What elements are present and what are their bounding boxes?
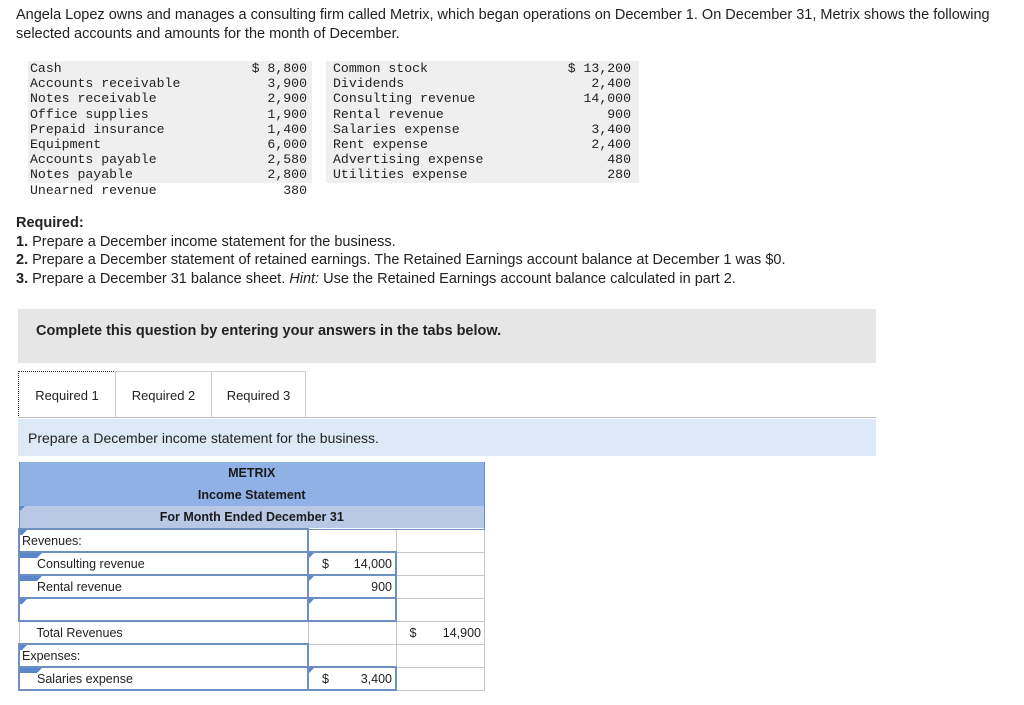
- input-marker-icon: [20, 645, 27, 650]
- account-amount: 2,400: [591, 76, 631, 92]
- input-marker-icon: [20, 506, 25, 511]
- account-row: [28, 91, 639, 106]
- account-name: Consulting revenue: [333, 91, 476, 107]
- account-amount: 480: [607, 152, 631, 168]
- account-amount: 3,900: [267, 76, 307, 92]
- input-marker-icon: [20, 530, 27, 535]
- account-amount: 900: [607, 106, 631, 122]
- account-amount: 380: [283, 182, 307, 198]
- table-row: [19, 667, 485, 690]
- rental-revenue-label-cell[interactable]: Rental revenue: [19, 575, 308, 598]
- input-marker-icon: [309, 599, 314, 604]
- required-item-3: 3. Prepare a December 31 balance sheet. Hint: Use the Retained Earnings account balance calculated in part 2.: [16, 270, 736, 287]
- account-amount: 1,400: [267, 121, 307, 137]
- account-row: [28, 167, 639, 182]
- rental-revenue-amount[interactable]: 900: [308, 575, 396, 598]
- account-name: Prepaid insurance: [30, 121, 165, 137]
- account-amount: 6,000: [267, 136, 307, 152]
- salaries-expense-amount[interactable]: $ 3,400: [308, 667, 396, 690]
- panel-text: Complete this question by entering your answers in the tabs below.: [36, 323, 502, 339]
- account-amount: 1,900: [267, 106, 307, 122]
- tab-bar: [18, 371, 876, 418]
- statement-period[interactable]: For Month Ended December 31: [19, 506, 485, 529]
- account-name: Salaries expense: [333, 121, 460, 137]
- account-name: Equipment: [30, 136, 102, 152]
- input-marker-icon: [20, 668, 42, 673]
- tab-divider: [18, 417, 876, 418]
- table-row: [19, 644, 485, 667]
- required-item-2: 2. Prepare a December statement of retained earnings. The Retained Earnings account balance at December 1 was $0.: [16, 252, 786, 268]
- account-name: Advertising expense: [333, 152, 484, 168]
- account-name: Utilities expense: [333, 167, 468, 183]
- income-statement-table: [18, 462, 485, 691]
- account-amount: 2,900: [267, 91, 307, 107]
- account-name: Office supplies: [30, 106, 149, 122]
- account-name: Accounts payable: [30, 152, 157, 168]
- revenues-label-cell[interactable]: Revenues:: [19, 529, 308, 552]
- account-amount: $ 8,800: [251, 61, 307, 76]
- account-row: [28, 107, 639, 122]
- account-row: [28, 137, 639, 152]
- accounts-list: [28, 61, 639, 198]
- account-amount: 2,400: [591, 136, 631, 152]
- account-name: Dividends: [333, 76, 405, 92]
- account-row: [28, 183, 639, 198]
- account-amount: 280: [607, 167, 631, 183]
- account-amount: 2,800: [267, 167, 307, 183]
- problem-intro: Angela Lopez owns and manages a consulting firm called Metrix, which began operations on December 1. On December 31, Metrix shows the following selected accounts and amounts for the month of December.: [16, 7, 990, 42]
- account-name: Notes payable: [30, 167, 133, 183]
- account-amount: 2,580: [267, 152, 307, 168]
- company-name: METRIX: [19, 462, 485, 484]
- account-row: [28, 122, 639, 137]
- account-name: Rental revenue: [333, 106, 444, 122]
- consulting-revenue-label-cell[interactable]: Consulting revenue: [19, 552, 308, 575]
- tab-required-1[interactable]: Required 1: [18, 371, 116, 418]
- tab-instruction: Prepare a December income statement for the business.: [28, 430, 379, 446]
- input-marker-icon: [309, 668, 314, 673]
- total-revenues-amount: $ 14,900: [396, 621, 485, 644]
- required-section: [16, 214, 1006, 288]
- account-name: Cash: [30, 61, 62, 76]
- account-row: [28, 61, 639, 76]
- required-heading: Required:: [16, 215, 84, 231]
- expenses-label-cell[interactable]: Expenses:: [19, 644, 308, 667]
- consulting-revenue-amount[interactable]: $ 14,000: [308, 552, 396, 575]
- table-row: [19, 575, 485, 598]
- input-marker-icon: [20, 553, 42, 558]
- tab-required-2[interactable]: Required 2: [115, 371, 212, 418]
- table-row: [19, 552, 485, 575]
- input-marker-icon: [20, 576, 42, 581]
- account-row: [28, 152, 639, 167]
- account-row: [28, 76, 639, 91]
- table-row: [19, 529, 485, 552]
- input-marker-icon: [309, 553, 314, 558]
- tab-instruction-bar: [18, 419, 876, 456]
- input-marker-icon: [309, 576, 314, 581]
- empty-amount-cell[interactable]: [308, 598, 396, 621]
- required-item-1: 1. Prepare a December income statement for the business.: [16, 233, 396, 250]
- table-row: [19, 621, 485, 644]
- account-amount: 3,400: [591, 121, 631, 137]
- account-name: Rent expense: [333, 136, 428, 152]
- statement-title: Income Statement: [19, 484, 485, 506]
- input-marker-icon: [20, 599, 27, 604]
- account-name: Notes receivable: [30, 91, 157, 107]
- table-row: [19, 598, 485, 621]
- account-name: Common stock: [333, 61, 428, 76]
- instructions-panel: [18, 309, 876, 363]
- account-amount: 14,000: [583, 91, 631, 107]
- account-name: Accounts receivable: [30, 76, 181, 92]
- tab-required-3[interactable]: Required 3: [211, 371, 306, 418]
- salaries-expense-label-cell[interactable]: Salaries expense: [19, 667, 308, 690]
- account-name: Unearned revenue: [30, 182, 157, 198]
- total-revenues-label: Total Revenues: [19, 621, 308, 644]
- empty-label-cell[interactable]: [19, 598, 308, 621]
- account-amount: $ 13,200: [567, 61, 631, 76]
